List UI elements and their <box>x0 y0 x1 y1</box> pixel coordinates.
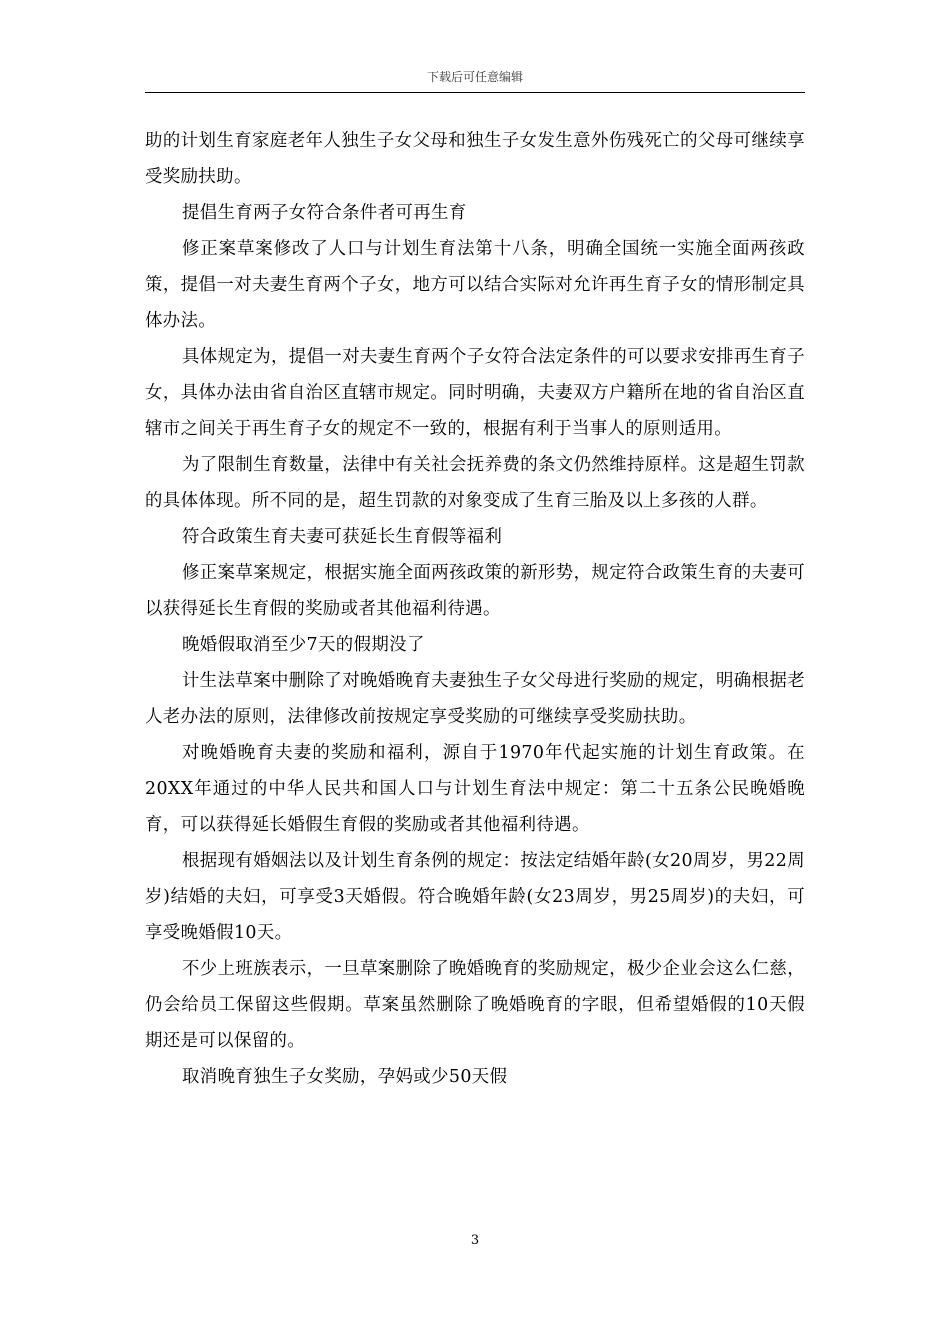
paragraph: 不少上班族表示，一旦草案删除了晚婚晚育的奖励规定，极少企业会这么仁慈，仍会给员工保留这些假期。草案虽然删除了晚婚晚育的字眼，但希望婚假的10天假期还是可以保留的。 <box>145 959 805 1051</box>
paragraph: 修正案草案修改了人口与计划生育法第十八条，明确全国统一实施全面两孩政策，提倡一对夫妻生育两个子女，地方可以结合实际对允许再生育子女的情形制定具体办法。 <box>145 239 805 331</box>
section-heading-cancel-reward: 取消晚育独生子女奖励，孕妈或少50天假 <box>182 1067 508 1087</box>
header-divider <box>145 92 805 93</box>
section-heading-late-marriage-leave: 晚婚假取消至少7天的假期没了 <box>182 635 425 655</box>
paragraph: 具体规定为，提倡一对夫妻生育两个子女符合法定条件的可以要求安排再生育子女，具体办法由省自治区直辖市规定。同时明确，夫妻双方户籍所在地的省自治区直辖市之间关于再生育子女的规定不一致的，根据有利于当事人的原则适用。 <box>145 347 805 439</box>
paragraph: 对晚婚晚育夫妻的奖励和福利，源自于1970年代起实施的计划生育政策。在20XX年通过的中华人民共和国人口与计划生育法中规定：第二十五条公民晚婚晚育，可以获得延长婚假生育假的奖励或者其他福利待遇。 <box>145 743 805 835</box>
paragraph: 修正案草案规定，根据实施全面两孩政策的新形势，规定符合政策生育的夫妻可以获得延长生育假的奖励或者其他福利待遇。 <box>145 563 805 619</box>
section-heading-two-children: 提倡生育两子女符合条件者可再生育 <box>182 203 467 223</box>
paragraph-continued: 助的计划生育家庭老年人独生子女父母和独生子女发生意外伤残死亡的父母可继续享受奖励扶助。 <box>145 131 805 187</box>
page-header: 下载后可任意编辑 <box>426 70 523 84</box>
paragraph: 为了限制生育数量，法律中有关社会抚养费的条文仍然维持原样。这是超生罚款的具体体现。所不同的是，超生罚款的对象变成了生育三胎及以上多孩的人群。 <box>145 455 805 511</box>
page-number: 3 <box>470 1233 480 1248</box>
section-heading-extended-leave: 符合政策生育夫妻可获延长生育假等福利 <box>182 527 503 547</box>
paragraph: 根据现有婚姻法以及计划生育条例的规定：按法定结婚年龄(女20周岁，男22周岁)结婚的夫妇，可享受3天婚假。符合晚婚年龄(女23周岁，男25周岁)的夫妇，可享受晚婚假10天。 <box>145 851 805 943</box>
document-body <box>145 123 805 1095</box>
paragraph: 计生法草案中删除了对晚婚晚育夫妻独生子女父母进行奖励的规定，明确根据老人老办法的原则，法律修改前按规定享受奖励的可继续享受奖励扶助。 <box>145 671 805 727</box>
